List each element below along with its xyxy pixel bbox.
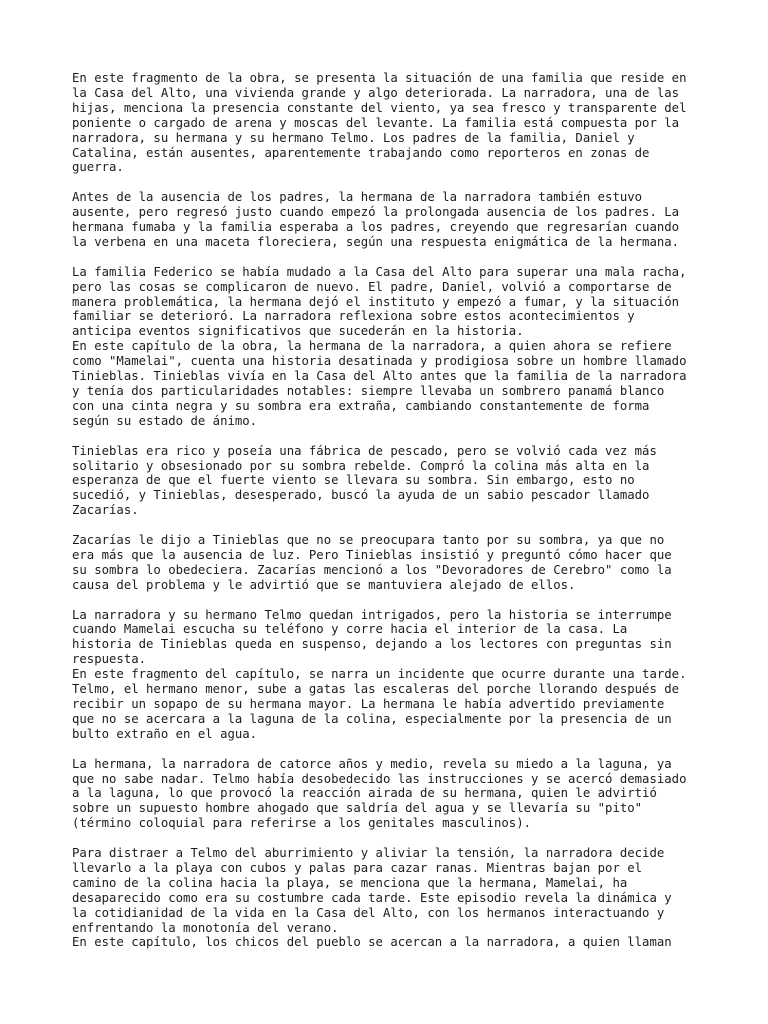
paragraph-11: En este capítulo, los chicos del pueblo se acercan a la narradora, a quien llaman <box>72 935 672 950</box>
paragraph-7: La narradora y su hermano Telmo quedan intrigados, pero la historia se interrumpe cuando Mamelai escucha su teléfono y corre hacia el interior de la casa. La historia de Tinieblas queda en suspenso, dejando a los lectores con preguntas sin respuesta. <box>72 607 672 667</box>
document-body <box>72 71 712 950</box>
paragraph-3: La familia Federico se había mudado a la Casa del Alto para superar una mala racha, pero las cosas se complicaron de nuevo. El padre, Daniel, volvió a comportarse de manera problemática, la hermana dejó el instituto y empezó a fumar, y la situación familiar se deterioró. La narradora reflexiona sobre estos acontecimientos y anticipa eventos significativos que sucederán en la historia. <box>72 264 687 339</box>
paragraph-4: En este capítulo de la obra, la hermana de la narradora, a quien ahora se refiere como "Mamelai", cuenta una historia desatinada y prodigiosa sobre un hombre llamado Tinieblas. Tinieblas vivía en la Casa del Alto antes que la familia de la narradora y tenía dos particularidades notables: siempre llevaba un sombrero panamá blanco con una cinta negra y su sombra era extraña, cambiando constantemente de forma según su estado de ánimo. <box>72 339 687 428</box>
paragraph-5: Tinieblas era rico y poseía una fábrica de pescado, pero se volvió cada vez más solitario y obsesionado por su sombra rebelde. Compró la colina más alta en la esperanza de que el fuerte viento se llevara su sombra. Sin embargo, esto no sucedió, y Tinieblas, desesperado, buscó la ayuda de un sabio pescador llamado Zacarías. <box>72 443 657 518</box>
paragraph-10: Para distraer a Telmo del aburrimiento y aliviar la tensión, la narradora decide llevarlo a la playa con cubos y palas para cazar ranas. Mientras bajan por el camino de la colina hacia la playa, se menciona que la hermana, Mamelai, ha desaparecido como era su costumbre cada tarde. Este episodio revela la dinámica y la cotidianidad de la vida en la Casa del Alto, con los hermanos interactuando y enfrentando la monotonía del verano. <box>72 846 672 935</box>
paragraph-2: Antes de la ausencia de los padres, la hermana de la narradora también estuvo ausente, pero regresó justo cuando empezó la prolongada ausencia de los padres. La hermana fumaba y la familia esperaba a los padres, creyendo que regresarían cuando la verbena en una maceta floreciera, según una respuesta enigmática de la hermana. <box>72 190 680 249</box>
paragraph-8: En este fragmento del capítulo, se narra un incidente que ocurre durante una tarde. Telmo, el hermano menor, sube a gatas las escaleras del porche llorando después de recibir un sopapo de su hermana mayor. La hermana le había advertido previamente que no se acercara a la laguna de la colina, especialmente por la presencia de un bulto extraño en el agua. <box>72 667 687 741</box>
paragraph-1: En este fragmento de la obra, se presenta la situación de una familia que reside en la Casa del Alto, una vivienda grande y algo deteriorada. La narradora, una de las hijas, menciona la presencia constante del viento, ya sea fresco y transparente del poniente o cargado de arena y moscas del levante. La familia está compuesta por la narradora, su hermana y su hermano Telmo. Los padres de la familia, Daniel y Catalina, están ausentes, aparentemente trabajando como reporteros en zonas de guerra. <box>72 71 687 175</box>
paragraph-6: Zacarías le dijo a Tinieblas que no se preocupara tanto por su sombra, ya que no era más que la ausencia de luz. Pero Tinieblas insistió y preguntó cómo hacer que su sombra lo obedeciera. Zacarías mencionó a los "Devoradores de Cerebro" como la causa del problema y le advirtió que se mantuviera alejado de ellos. <box>72 533 672 592</box>
paragraph-9: La hermana, la narradora de catorce años y medio, revela su miedo a la laguna, ya que no sabe nadar. Telmo había desobedecido las instrucciones y se acercó demasiado a la laguna, lo que provocó la reacción airada de su hermana, quien le advirtió sobre un supuesto hombre ahogado que saldría del agua y se llevaría su "pito" (término coloquial para referirse a los genitales masculinos). <box>72 756 687 831</box>
